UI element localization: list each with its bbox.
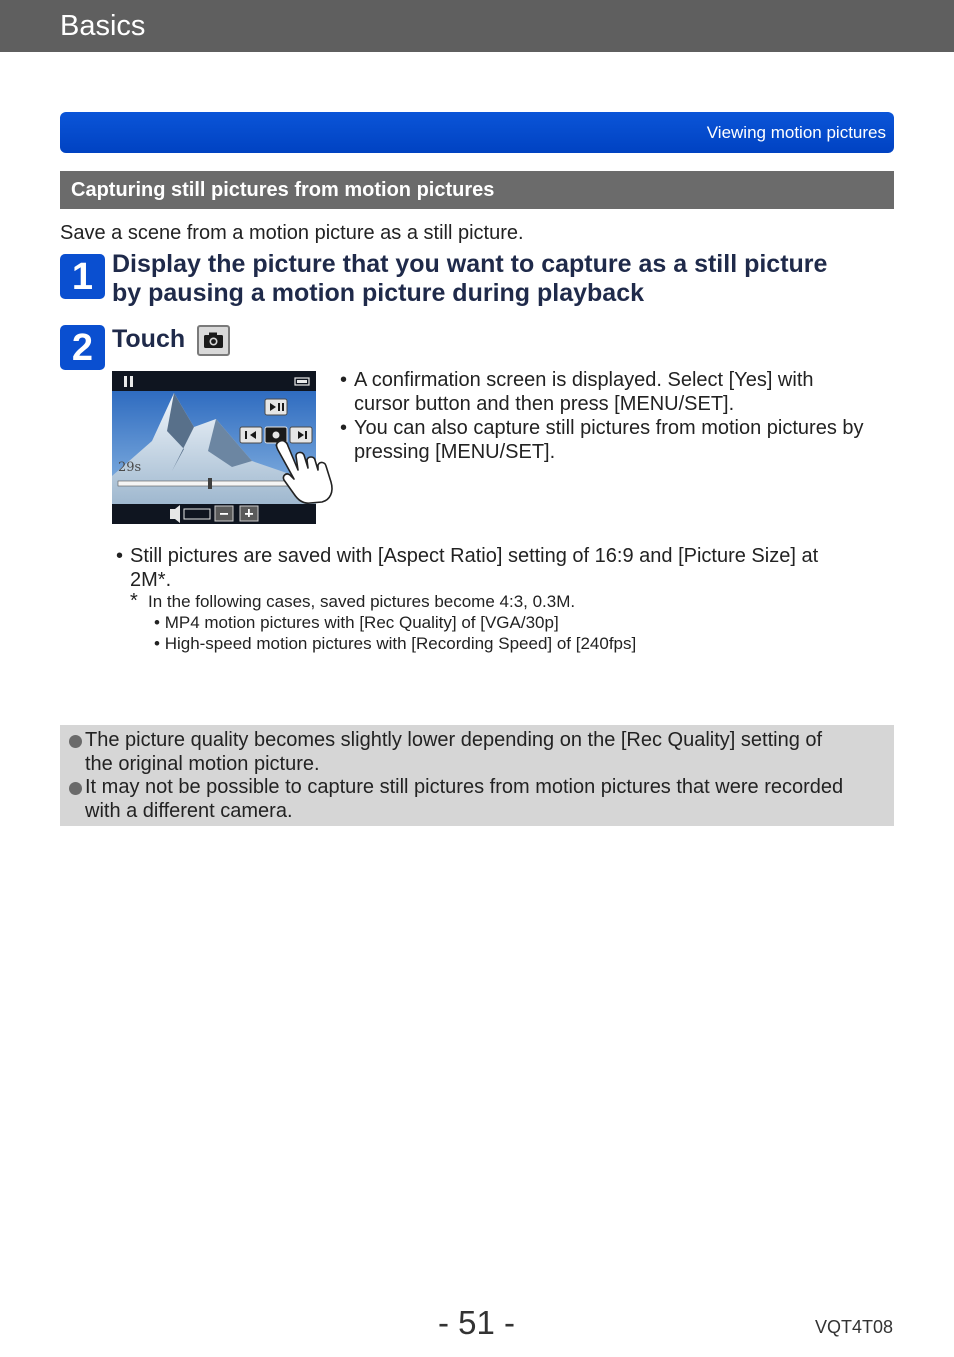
section-header (60, 171, 894, 209)
bullet-aspect-ratio (116, 544, 876, 592)
bullet-marker: • (340, 369, 348, 391)
step-1-text-line2: by pausing a motion picture during playback (112, 279, 645, 307)
step-1-text-line1: Display the picture that you want to capture as a still picture (112, 250, 828, 278)
note-item (69, 776, 889, 823)
bullet-menu-set (340, 416, 894, 464)
list-item (154, 612, 636, 633)
bullet-marker: • (116, 545, 124, 567)
step-2-bullet-list (340, 368, 894, 464)
footnote-sub-list (154, 612, 636, 654)
aspect-ratio-bullet (116, 544, 876, 592)
bullet-line: Still pictures are saved with [Aspect Ratio] setting of 16:9 and [Picture Size] at (130, 545, 819, 567)
notes-list (69, 729, 889, 823)
bullet-marker: • (154, 613, 160, 632)
bullet-line: 2M*. (130, 569, 172, 591)
note-line: with a different camera. (85, 799, 293, 822)
nav-bar (60, 112, 894, 153)
step-1-text (112, 250, 827, 308)
document-code: VQT4T08 (815, 1317, 894, 1337)
bullet-line: You can also capture still pictures from motion pictures by (354, 417, 864, 439)
header-bar (0, 0, 954, 52)
step-2-text: Touch (112, 325, 186, 353)
page-number: - 51 - (438, 1304, 516, 1341)
camera-glyph (199, 327, 228, 354)
step-1-badge: 1 (60, 254, 105, 299)
bullet-dot-icon (69, 735, 82, 748)
footnote-marker: * (130, 590, 138, 612)
note-line: The picture quality becomes slightly lower depending on the [Rec Quality] setting of (85, 729, 823, 751)
footnote (130, 591, 575, 612)
camera-icon (197, 325, 230, 356)
note-item (69, 729, 889, 776)
touch-hand-icon (268, 436, 340, 506)
step-2-badge: 2 (60, 325, 105, 370)
notes-box (60, 725, 894, 826)
bullet-line: A confirmation screen is displayed. Select [Yes] with (354, 369, 814, 391)
bullet-line: pressing [MENU/SET]. (354, 441, 556, 463)
list-item-text: MP4 motion pictures with [Rec Quality] of [VGA/30p] (164, 613, 559, 632)
note-line: It may not be possible to capture still pictures from motion pictures that were recorded (85, 776, 844, 798)
section-title: Capturing still pictures from motion pictures (71, 179, 495, 201)
bullet-line: cursor button and then press [MENU/SET]. (354, 393, 735, 415)
note-line: the original motion picture. (85, 752, 320, 775)
list-item-text: High-speed motion pictures with [Recording Speed] of [240fps] (164, 634, 637, 653)
footnote-text: In the following cases, saved pictures become 4:3, 0.3M. (148, 592, 576, 611)
bullet-dot-icon (69, 782, 82, 795)
nav-link-viewing-motion-pictures[interactable]: Viewing motion pictures (706, 123, 886, 142)
bullet-marker: • (154, 634, 160, 653)
bullet-confirmation (340, 368, 894, 416)
intro-text: Save a scene from a motion picture as a still picture. (60, 222, 524, 244)
screen-counter: 29s (118, 460, 142, 475)
list-item (154, 633, 636, 654)
header-title: Basics (60, 10, 146, 42)
bullet-marker: • (340, 417, 348, 439)
